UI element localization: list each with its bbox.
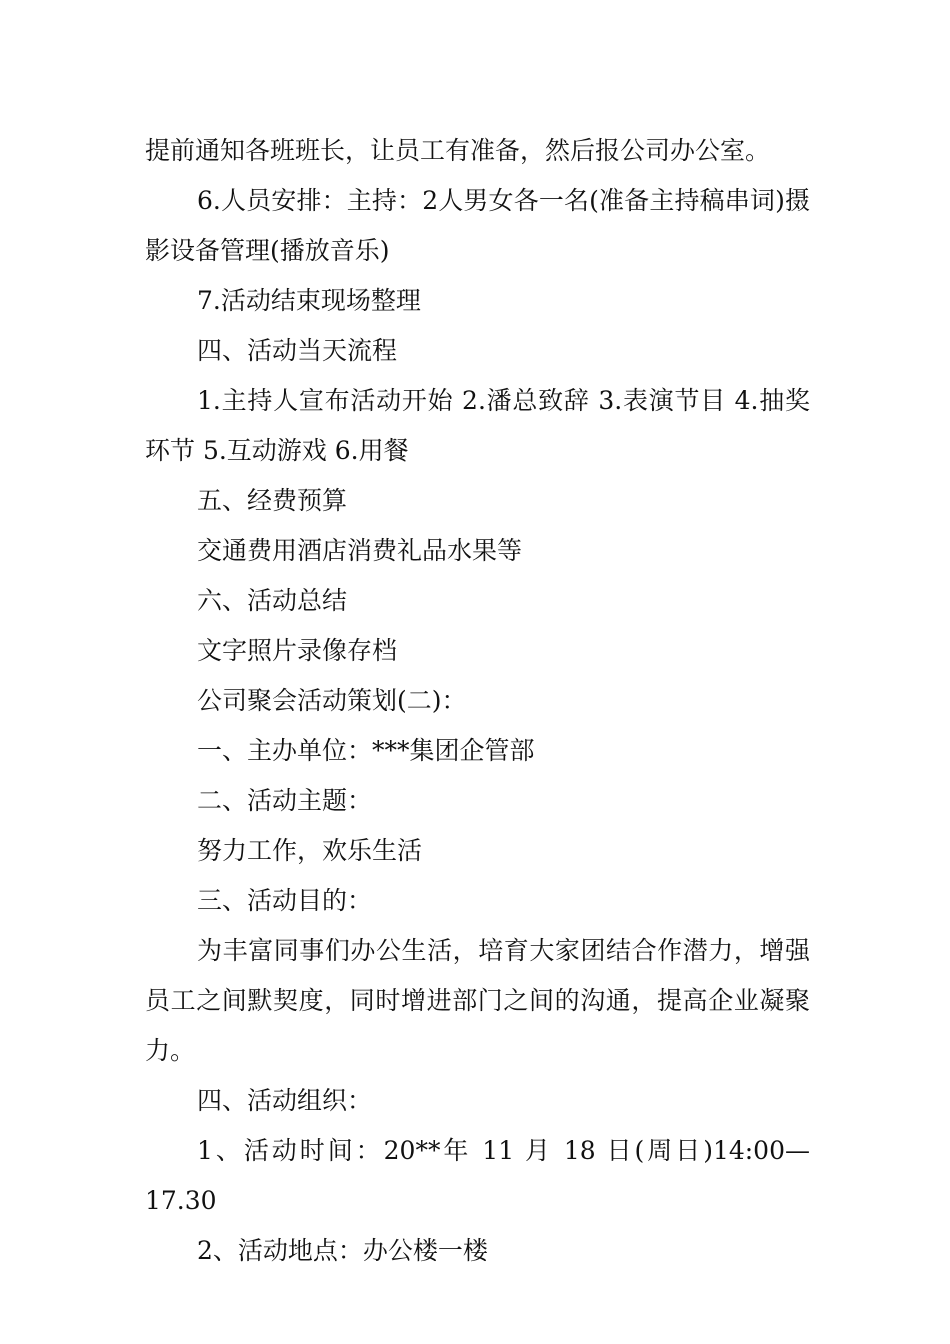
paragraph-theme: 努力工作，欢乐生活 (197, 836, 423, 865)
paragraph-location: 2、活动地点：办公楼一楼 (197, 1236, 488, 1265)
heading-summary: 六、活动总结 (197, 586, 348, 615)
paragraph-time: 1、活动时间：20**年 11 月 18 日(周日)14:00—17.30 (145, 1136, 810, 1215)
paragraph-purpose: 为丰富同事们办公生活，培育大家团结合作潜力，增强员工之间默契度，同时增进部门之间的沟通，提高企业凝聚力。 (145, 936, 810, 1065)
section-title-plan-two: 公司聚会活动策划(二)： (197, 686, 467, 715)
paragraph-staffing: 6.人员安排：主持：2人男女各一名(准备主持稿串词)摄影设备管理(播放音乐) (145, 186, 810, 265)
heading-day-process: 四、活动当天流程 (197, 336, 398, 365)
paragraph-archive: 文字照片录像存档 (197, 636, 398, 665)
paragraph-budget-items: 交通费用酒店消费礼品水果等 (197, 536, 523, 565)
paragraph-process-steps: 1.主持人宣布活动开始 2.潘总致辞 3.表演节目 4.抽奖环节 5.互动游戏 6.用餐 (145, 386, 810, 465)
heading-organization: 四、活动组织： (197, 1086, 373, 1115)
paragraph-notify: 提前通知各班班长，让员工有准备，然后报公司办公室。 (145, 136, 771, 165)
heading-organizer: 一、主办单位：***集团企管部 (197, 736, 535, 765)
heading-purpose: 三、活动目的： (197, 886, 373, 915)
heading-theme: 二、活动主题： (197, 786, 373, 815)
paragraph-cleanup: 7.活动结束现场整理 (197, 286, 421, 315)
heading-budget: 五、经费预算 (197, 486, 348, 515)
document-body (145, 126, 810, 1276)
